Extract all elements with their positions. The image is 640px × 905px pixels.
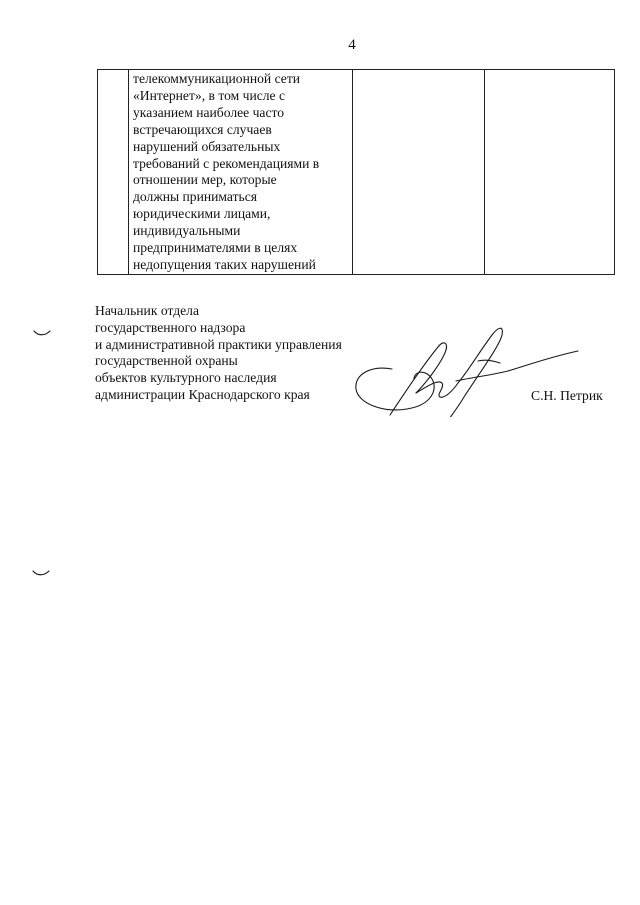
scan-mark	[33, 329, 51, 337]
signatory-title: Начальник отдела государственного надзора и административной практики управления государственной охраны объектов культурного наследия администрации Краснодарского края	[95, 303, 342, 402]
signature-stroke	[478, 360, 500, 363]
table-cell-number	[98, 70, 129, 275]
signature-stroke	[449, 328, 502, 417]
signature-stroke	[456, 351, 578, 381]
table-cell-description	[129, 70, 353, 275]
table-cell-deadline	[353, 70, 485, 275]
continuation-table	[97, 69, 615, 275]
table-row	[98, 70, 615, 275]
signature-stroke	[416, 382, 458, 397]
cell-text	[485, 70, 614, 71]
cell-text	[353, 70, 484, 71]
scan-mark	[32, 569, 50, 577]
cell-text: телекоммуникационной сети «Интернет», в том числе с указанием наиболее часто встречающихся случаев нарушений обязательных требований с рекомендациями в отношении мер, которые должны приниматься юридическими лицами, индивидуальными предпринимателями в целях недопущения таких нарушений	[133, 71, 320, 272]
table-cell-responsible	[485, 70, 615, 275]
cell-text	[98, 70, 128, 71]
signature-stroke	[390, 343, 446, 415]
page-number: 4	[348, 37, 356, 53]
signatory-name: С.Н. Петрик	[531, 388, 603, 403]
